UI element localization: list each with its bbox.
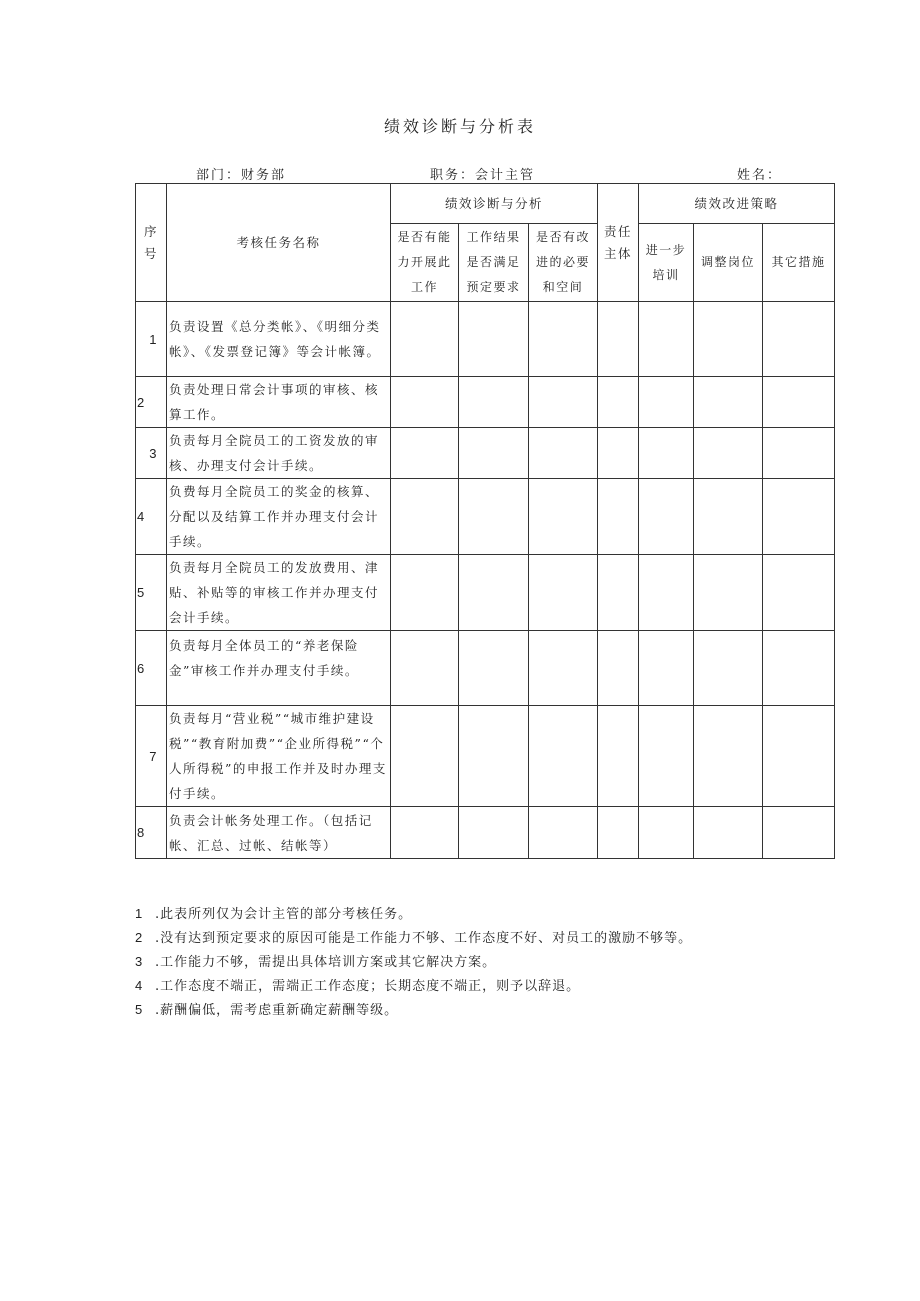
cell-empty[interactable] xyxy=(694,377,763,428)
row-index: 3 xyxy=(136,428,167,479)
cell-empty[interactable] xyxy=(598,807,639,859)
row-index: 8 xyxy=(136,807,167,859)
row-index: 2 xyxy=(136,377,167,428)
note-item: 3 .工作能力不够，需提出具体培训方案或其它解决方案。 xyxy=(135,954,497,970)
row-task: 负责处理日常会计事项的审核、核算工作。 xyxy=(167,377,391,428)
table-row xyxy=(136,302,835,377)
page-title: 绩效诊断与分析表 xyxy=(383,117,536,136)
cell-empty[interactable] xyxy=(639,302,694,377)
cell-empty[interactable] xyxy=(763,555,835,631)
cell-empty[interactable] xyxy=(598,555,639,631)
cell-empty[interactable] xyxy=(763,479,835,555)
cell-empty[interactable] xyxy=(459,631,529,706)
note-item: 4 .工作态度不端正，需端正工作态度；长期态度不端正，则予以辞退。 xyxy=(135,978,581,994)
header-strat-adjust: 调整岗位 xyxy=(694,224,763,302)
table-row xyxy=(136,807,835,859)
cell-empty[interactable] xyxy=(694,479,763,555)
cell-empty[interactable] xyxy=(763,706,835,807)
cell-empty[interactable] xyxy=(694,706,763,807)
cell-empty[interactable] xyxy=(391,479,459,555)
cell-empty[interactable] xyxy=(529,631,598,706)
cell-empty[interactable] xyxy=(639,706,694,807)
notes-list xyxy=(135,902,692,1022)
name-label: 姓名： xyxy=(737,168,783,183)
cell-empty[interactable] xyxy=(763,631,835,706)
header-diag-ability: 是否有能力开展此工作 xyxy=(391,224,459,302)
cell-empty[interactable] xyxy=(598,302,639,377)
cell-empty[interactable] xyxy=(529,555,598,631)
header-diag-improve: 是否有改进的必要和空间 xyxy=(529,224,598,302)
cell-empty[interactable] xyxy=(391,555,459,631)
header-strat-other: 其它措施 xyxy=(763,224,835,302)
table-row xyxy=(136,428,835,479)
cell-empty[interactable] xyxy=(763,302,835,377)
cell-empty[interactable] xyxy=(694,807,763,859)
table-row xyxy=(136,631,835,706)
cell-empty[interactable] xyxy=(639,428,694,479)
cell-empty[interactable] xyxy=(639,479,694,555)
cell-empty[interactable] xyxy=(391,377,459,428)
header-diag-result: 工作结果是否满足预定要求 xyxy=(459,224,529,302)
cell-empty[interactable] xyxy=(459,302,529,377)
cell-empty[interactable] xyxy=(459,479,529,555)
row-index: 6 xyxy=(136,631,167,706)
cell-empty[interactable] xyxy=(598,479,639,555)
cell-empty[interactable] xyxy=(598,631,639,706)
cell-empty[interactable] xyxy=(459,377,529,428)
row-index: 5 xyxy=(136,555,167,631)
row-task: 负责会计帐务处理工作。（包括记帐、汇总、过帐、结帐等） xyxy=(167,807,391,859)
row-task: 负责每月全体员工的“养老保险金”审核工作并办理支付手续。 xyxy=(167,631,391,706)
cell-empty[interactable] xyxy=(763,428,835,479)
cell-empty[interactable] xyxy=(694,631,763,706)
header-task-name: 考核任务名称 xyxy=(167,184,391,302)
cell-empty[interactable] xyxy=(598,706,639,807)
cell-empty[interactable] xyxy=(459,807,529,859)
cell-empty[interactable] xyxy=(529,302,598,377)
cell-empty[interactable] xyxy=(763,377,835,428)
cell-empty[interactable] xyxy=(529,479,598,555)
row-task: 负责每月全院员工的发放费用、津贴、补贴等的审核工作并办理支付会计手续。 xyxy=(167,555,391,631)
table-row xyxy=(136,377,835,428)
note-item: 5 .薪酬偏低，需考虑重新确定薪酬等级。 xyxy=(135,1002,399,1018)
department-label: 部门：财务部 xyxy=(196,168,287,183)
cell-empty[interactable] xyxy=(529,428,598,479)
note-item: 1 .此表所列仅为会计主管的部分考核任务。 xyxy=(135,906,413,922)
header-strategy-group: 绩效改进策略 xyxy=(639,184,835,224)
cell-empty[interactable] xyxy=(459,428,529,479)
row-task: 负责每月全院员工的工资发放的审核、办理支付会计手续。 xyxy=(167,428,391,479)
header-responsible: 责任主体 xyxy=(598,184,639,302)
cell-empty[interactable] xyxy=(598,428,639,479)
cell-empty[interactable] xyxy=(639,631,694,706)
row-index: 1 xyxy=(136,302,167,377)
cell-empty[interactable] xyxy=(529,807,598,859)
cell-empty[interactable] xyxy=(391,428,459,479)
cell-empty[interactable] xyxy=(391,302,459,377)
cell-empty[interactable] xyxy=(459,706,529,807)
header-index: 序号 xyxy=(136,184,167,302)
cell-empty[interactable] xyxy=(459,555,529,631)
cell-empty[interactable] xyxy=(639,377,694,428)
row-task: 负责每月“营业税”“城市维护建设税”“教育附加费”“企业所得税”“个人所得税”的申报工作并及时办理支付手续。 xyxy=(167,706,391,807)
header-diagnosis-group: 绩效诊断与分析 xyxy=(391,184,598,224)
cell-empty[interactable] xyxy=(391,706,459,807)
row-task: 负责设置《总分类帐》、《明细分类帐》、《发票登记簿》等会计帐簿。 xyxy=(167,302,391,377)
cell-empty[interactable] xyxy=(694,555,763,631)
cell-empty[interactable] xyxy=(694,302,763,377)
note-item: 2 .没有达到预定要求的原因可能是工作能力不够、工作态度不好、对员工的激励不够等。 xyxy=(135,930,693,946)
cell-empty[interactable] xyxy=(694,428,763,479)
cell-empty[interactable] xyxy=(529,377,598,428)
cell-empty[interactable] xyxy=(391,807,459,859)
row-index: 7 xyxy=(136,706,167,807)
cell-empty[interactable] xyxy=(598,377,639,428)
cell-empty[interactable] xyxy=(639,807,694,859)
table-row xyxy=(136,706,835,807)
cell-empty[interactable] xyxy=(639,555,694,631)
row-index: 4 xyxy=(136,479,167,555)
table-row xyxy=(136,555,835,631)
header-strat-training: 进一步培训 xyxy=(639,224,694,302)
cell-empty[interactable] xyxy=(391,631,459,706)
diagnosis-table xyxy=(135,183,835,859)
position-label: 职务：会计主管 xyxy=(430,168,536,183)
cell-empty[interactable] xyxy=(529,706,598,807)
table-row xyxy=(136,479,835,555)
row-task: 负费每月全院员工的奖金的核算、分配以及结算工作并办理支付会计手续。 xyxy=(167,479,391,555)
cell-empty[interactable] xyxy=(763,807,835,859)
